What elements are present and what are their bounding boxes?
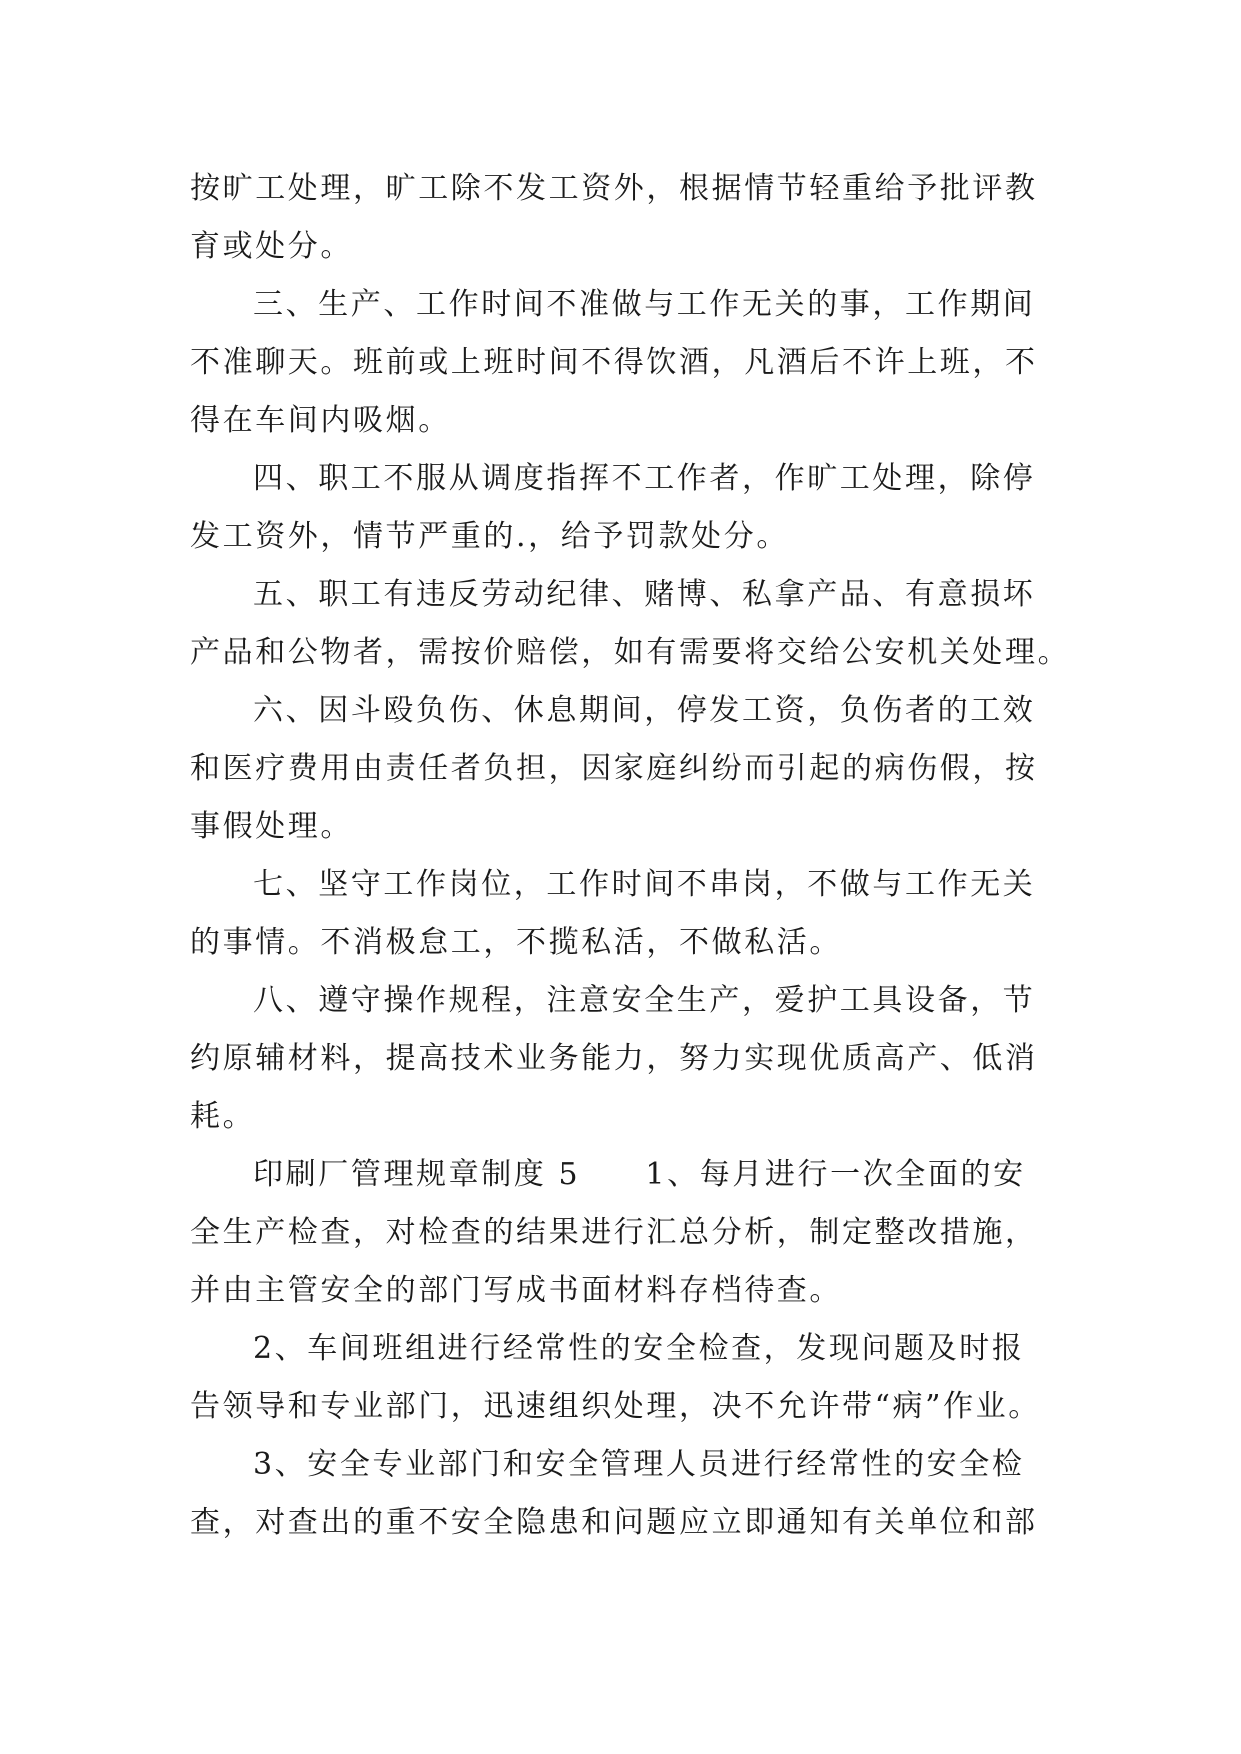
text-line: 产品和公物者，需按价赔偿，如有需要将交给公安机关处理。 [190,635,1071,670]
text-line: 五、职工有违反劳动纪律、赌博、私拿产品、有意损坏 [253,577,1036,612]
text-line: 2、车间班组进行经常性的安全检查，发现问题及时报 [253,1331,1025,1366]
paragraph [190,276,1070,450]
text-line: 发工资外，情节严重的.，给予罚款处分。 [190,519,789,554]
paragraph [190,1146,1070,1320]
paragraph [190,160,1070,276]
text-line: 告领导和专业部门，迅速组织处理，决不允许带“病”作业。 [190,1389,1041,1424]
paragraph [190,566,1070,682]
paragraph [190,682,1070,856]
text-line: 得在车间内吸烟。 [190,403,451,438]
text-line: 四、职工不服从调度指挥不工作者，作旷工处理，除停 [253,461,1036,496]
paragraph [190,450,1070,566]
text-line: 印刷厂管理规章制度 5 1、每月进行一次全面的安 [253,1157,1026,1192]
text-line: 查，对查出的重不安全隐患和问题应立即通知有关单位和部 [190,1505,1038,1540]
text-line: 八、遵守操作规程，注意安全生产，爱护工具设备，节 [253,983,1036,1018]
text-line: 七、坚守工作岗位，工作时间不串岗，不做与工作无关 [253,867,1036,902]
text-line: 约原辅材料，提高技术业务能力，努力实现优质高产、低消 [190,1041,1038,1076]
document-body [190,160,1070,1552]
paragraph [190,856,1070,972]
text-line: 耗。 [190,1099,256,1134]
text-line: 和医疗费用由责任者负担，因家庭纠纷而引起的病伤假，按 [190,751,1038,786]
text-line: 按旷工处理，旷工除不发工资外，根据情节轻重给予批评教 [190,171,1038,206]
text-line: 六、因斗殴负伤、休息期间，停发工资，负伤者的工效 [253,693,1036,728]
text-line: 育或处分。 [190,229,353,264]
text-line: 的事情。不消极怠工，不揽私活，不做私活。 [190,925,842,960]
text-line: 不准聊天。班前或上班时间不得饮酒，凡酒后不许上班，不 [190,345,1038,380]
text-line: 全生产检查，对检查的结果进行汇总分析，制定整改措施， [190,1215,1038,1250]
paragraph [190,972,1070,1146]
text-line: 并由主管安全的部门写成书面材料存档待查。 [190,1273,842,1308]
paragraph [190,1436,1070,1552]
text-line: 事假处理。 [190,809,353,844]
text-line: 3、安全专业部门和安全管理人员进行经常性的安全检 [253,1447,1025,1482]
paragraph [190,1320,1070,1436]
text-line: 三、生产、工作时间不准做与工作无关的事，工作期间 [253,287,1036,322]
